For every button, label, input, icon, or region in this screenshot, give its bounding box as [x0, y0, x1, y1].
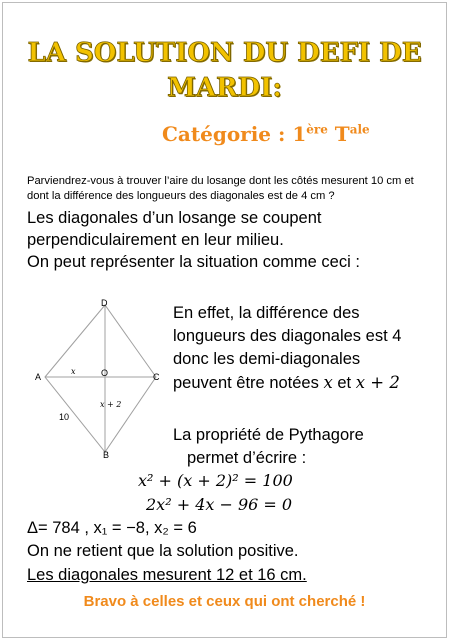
- page-title-line2: MARDI:: [167, 73, 282, 103]
- label-x: x: [71, 367, 76, 376]
- label-C: C: [153, 372, 160, 382]
- conclusion: Les diagonales mesurent 12 et 16 cm.: [27, 566, 307, 584]
- category-sup2: ale: [349, 122, 370, 137]
- category-label: [162, 122, 370, 146]
- explanation-line4-text: peuvent être notées: [173, 374, 324, 392]
- pythagore-line2: permet d’écrire :: [187, 449, 307, 467]
- label-A: A: [35, 372, 42, 382]
- explanation-line4: [173, 371, 443, 395]
- var-x: x: [323, 373, 333, 392]
- text-line2: perpendiculairement en leur milieu.: [27, 231, 284, 249]
- explanation-et: et: [332, 374, 356, 392]
- page-title-line1: LA SOLUTION DU DEFI DE: [27, 38, 422, 68]
- text-line1: Les diagonales d’un losange se coupent: [27, 209, 322, 227]
- equation-1: x² + (x + 2)² = 100: [138, 471, 293, 490]
- delta-solutions: Δ= 784 , x₁ = −8, x₂ = 6: [27, 519, 197, 537]
- pythagore-paragraph: [173, 424, 443, 470]
- label-B: B: [103, 450, 110, 460]
- category-text: Catégorie : 1: [162, 122, 307, 146]
- rhombus-shape: [45, 305, 156, 452]
- retain-positive: On ne retient que la solution positive.: [27, 542, 299, 560]
- label-x-plus-2: x + 2: [100, 400, 122, 409]
- category-sup1: ère: [306, 122, 328, 137]
- problem-statement: Parviendrez-vous à trouver l’aire du losange dont les côtés mesurent 10 cm et dont la différence des longueurs des diagonales est de 4 cm ?: [27, 175, 414, 202]
- bravo-message: Bravo à celles et ceux qui ont cherché !: [83, 593, 366, 610]
- category-middle: T: [327, 122, 350, 146]
- pythagore-line1: La propriété de Pythagore: [173, 426, 364, 444]
- label-O: O: [101, 368, 109, 378]
- explanation-paragraph: [173, 302, 443, 395]
- var-x-plus-2: x + 2: [355, 373, 400, 392]
- text-line3: On peut représenter la situation comme ceci :: [27, 253, 360, 271]
- explanation-line1: En effet, la différence des: [173, 304, 360, 322]
- rhombus-diagram: [30, 295, 170, 465]
- label-side-10: 10: [59, 412, 70, 422]
- intro-paragraph: [27, 207, 442, 273]
- label-D: D: [101, 298, 108, 308]
- explanation-line3: donc les demi-diagonales: [173, 350, 361, 368]
- explanation-line2: longueurs des diagonales est 4: [173, 327, 402, 345]
- equation-2: 2x² + 4x − 96 = 0: [146, 495, 293, 514]
